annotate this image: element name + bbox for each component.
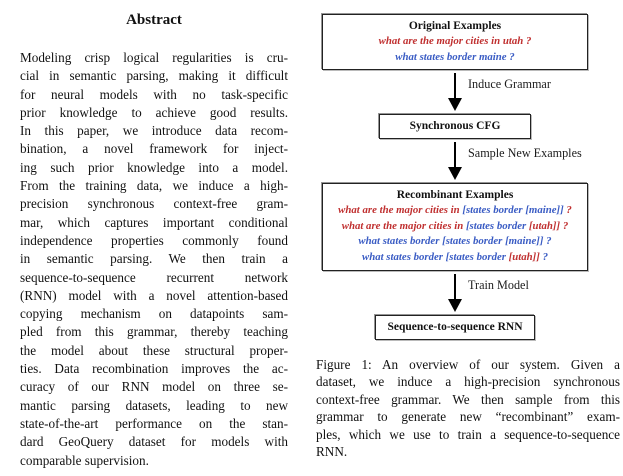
text-line: copying mechanism on datapoints sam- xyxy=(20,306,288,322)
abstract-heading: Abstract xyxy=(126,12,182,28)
synchronous-cfg-title: Synchronous CFG xyxy=(409,120,501,133)
example-line xyxy=(327,234,583,250)
seq2seq-rnn-box xyxy=(375,315,535,340)
text-line: dard GeoQuery dataset for models with xyxy=(20,434,288,450)
text-line: Modeling crisp logical regularities is cru- xyxy=(20,50,288,65)
example-segment: what states border maine ? xyxy=(395,50,515,63)
example-segment: ? xyxy=(560,219,569,232)
example-segment: [utah]] xyxy=(528,219,561,232)
example-segment: what are the major cities in utah ? xyxy=(378,35,532,47)
text-line: in semantic parsing. We then train a xyxy=(20,251,288,267)
original-examples-lines xyxy=(327,34,583,65)
text-line: curacy of our RNN model on three se- xyxy=(20,379,288,395)
example-segment: what states border [states border xyxy=(362,250,509,263)
text-line: mantic parsing datasets, leading to new xyxy=(20,397,288,413)
system-overview-diagram xyxy=(322,14,588,340)
figure-1 xyxy=(322,14,588,340)
arrow-induce-grammar xyxy=(322,70,588,114)
arrow-label: Sample New Examples xyxy=(468,146,582,161)
arrow-stem xyxy=(454,73,456,99)
arrow-stem xyxy=(454,274,456,300)
example-segment: what states border [states border [maine]] ? xyxy=(358,235,552,248)
text-line: ing such prior knowledge into a model. xyxy=(20,159,288,175)
example-segment: ? xyxy=(563,204,572,217)
text-line: grammar to generate new “recombinant” exam- xyxy=(316,409,620,425)
original-examples-box xyxy=(322,14,588,70)
original-examples-title: Original Examples xyxy=(408,20,502,32)
arrow-train-model xyxy=(322,271,588,315)
example-segment: what are the major cities in xyxy=(338,204,463,217)
figure-caption xyxy=(316,356,620,460)
recombinant-examples-lines xyxy=(327,203,583,265)
example-segment: [states border xyxy=(465,219,529,232)
text-line: ties. Data recombination improves the ac- xyxy=(20,361,288,377)
text-line: comparable supervision. xyxy=(20,452,149,468)
text-line: cial in semantic parsing, making it difficult xyxy=(20,68,288,84)
example-segment: ? xyxy=(539,250,548,263)
abstract-section xyxy=(20,12,288,470)
recombinant-examples-box xyxy=(322,183,588,270)
text-line: From the training data, we induce a high- xyxy=(20,178,288,194)
text-line: bination, a novel framework for inject- xyxy=(20,141,288,157)
synchronous-cfg-box xyxy=(379,114,531,139)
seq2seq-rnn-title: Sequence-to-sequence RNN xyxy=(387,320,523,333)
text-line: sequence-to-sequence recurrent network xyxy=(20,269,288,285)
text-line: the model about these structural proper- xyxy=(20,342,288,358)
arrow-label: Induce Grammar xyxy=(468,77,551,92)
arrow-label: Train Model xyxy=(468,277,529,292)
text-line: prior knowledge to achieve good results. xyxy=(20,104,288,120)
example-line xyxy=(327,219,583,235)
example-segment: what are the major cities in xyxy=(341,219,466,232)
arrow-down-icon xyxy=(448,98,462,111)
text-line: context-free grammar. We then sample from this xyxy=(316,391,620,407)
example-line xyxy=(327,50,583,66)
text-line: precision synchronous context-free gram- xyxy=(20,196,288,212)
arrow-down-icon xyxy=(448,167,462,180)
arrow-down-icon xyxy=(448,299,462,312)
example-line xyxy=(327,34,583,50)
text-line: independence properties commonly found xyxy=(20,232,288,248)
recombinant-examples-title: Recombinant Examples xyxy=(396,189,514,202)
example-segment: [utah]] xyxy=(508,250,540,263)
text-line: RNN. xyxy=(316,444,348,460)
text-line: mar, which captures important conditional xyxy=(20,214,288,230)
abstract-body xyxy=(20,49,288,470)
text-line: Figure 1: An overview of our system. Given a xyxy=(316,357,620,372)
text-line: ples, which we use to train a sequence-to-sequence xyxy=(316,426,620,442)
example-line xyxy=(327,203,583,219)
text-line: state-of-the-art performance on the stan- xyxy=(20,415,288,431)
text-line: dataset, we induce a high-precision synchronous xyxy=(316,374,620,390)
text-line: pled from this grammar, thereby teaching xyxy=(20,324,288,340)
arrow-sample-new-examples xyxy=(322,139,588,183)
example-line xyxy=(327,250,583,266)
text-line: for neural models with no task-specific xyxy=(20,86,288,102)
text-line: (RNN) model with a novel attention-based xyxy=(20,287,288,303)
example-segment: [states border [maine]] xyxy=(462,204,564,217)
arrow-stem xyxy=(454,142,456,168)
text-line: In this paper, we introduce data recom- xyxy=(20,123,288,139)
